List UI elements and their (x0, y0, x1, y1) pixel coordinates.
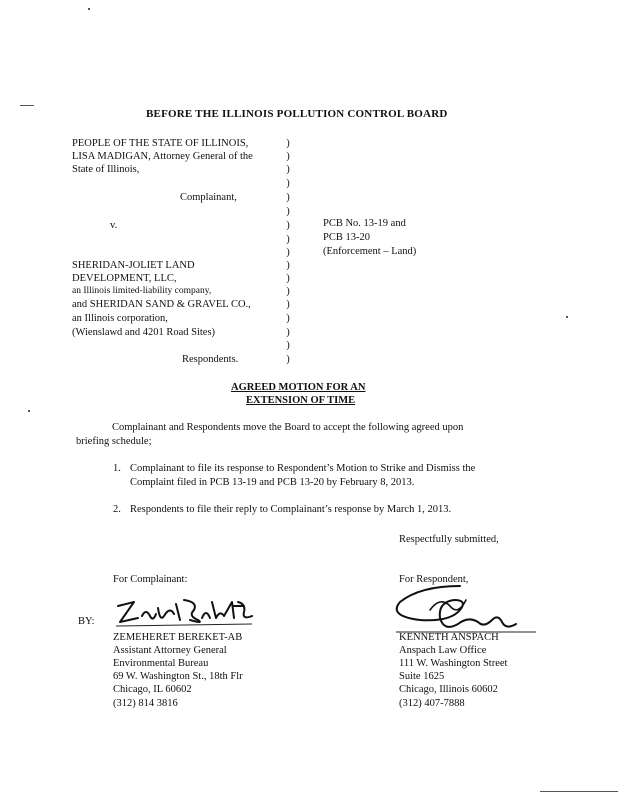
caption-bracket: ) (286, 220, 290, 231)
caption-bracket: ) (286, 247, 290, 258)
board-heading: BEFORE THE ILLINOIS POLLUTION CONTROL BOARD (146, 108, 448, 120)
caption-bracket: ) (286, 260, 290, 271)
complainant-role: Complainant, (180, 192, 237, 203)
caption-bracket: ) (286, 164, 290, 175)
item-text: Complaint filed in PCB 13-19 and PCB 13-20 by February 8, 2013. (130, 477, 415, 488)
caption-bracket: ) (286, 192, 290, 203)
caption-bracket: ) (286, 299, 290, 310)
complainant-signature (112, 596, 262, 630)
item-number: 1. (113, 463, 121, 474)
scan-mark (20, 105, 34, 106)
caption-bracket: ) (286, 151, 290, 162)
respondent-line: and SHERIDAN SAND & GRAVEL CO., (72, 299, 251, 310)
caption-bracket: ) (286, 206, 290, 217)
versus-label: v. (110, 220, 118, 231)
scan-mark (28, 410, 30, 412)
by-label: BY: (78, 616, 95, 627)
respondent-line: an Illinois corporation, (72, 313, 168, 324)
scan-mark (566, 316, 568, 318)
caption-bracket: ) (286, 313, 290, 324)
caption-bracket: ) (286, 138, 290, 149)
signer-bureau: Environmental Bureau (113, 658, 209, 669)
signer-city: Chicago, Illinois 60602 (399, 684, 498, 695)
signer-name: ZEMEHERET BEREKET-AB (113, 632, 243, 643)
intro-text: briefing schedule; (76, 436, 152, 447)
signer-address: 69 W. Washington St., 18th Flr (113, 671, 243, 682)
for-respondent-label: For Respondent, (399, 574, 469, 585)
signer-city: Chicago, IL 60602 (113, 684, 192, 695)
closing-text: Respectfully submitted, (399, 534, 499, 545)
case-number: PCB 13-20 (323, 232, 370, 243)
item-number: 2. (113, 504, 121, 515)
signer-title: Assistant Attorney General (113, 645, 227, 656)
respondent-role: Respondents. (182, 354, 239, 365)
respondent-line: an Illinois limited-liability company, (72, 286, 212, 296)
caption-bracket: ) (286, 178, 290, 189)
caption-bracket: ) (286, 354, 290, 365)
complainant-line: LISA MADIGAN, Attorney General of the (72, 151, 253, 162)
caption-bracket: ) (286, 273, 290, 284)
item-text: Complainant to file its response to Respondent’s Motion to Strike and Dismiss the (130, 463, 476, 474)
caption-bracket: ) (286, 327, 290, 338)
signer-firm: Anspach Law Office (399, 645, 487, 656)
complainant-line: State of Illinois, (72, 164, 140, 175)
signer-address: 111 W. Washington Street (399, 658, 508, 669)
respondent-line: DEVELOPMENT, LLC, (72, 273, 177, 284)
for-complainant-label: For Complainant: (113, 574, 188, 585)
scan-mark (88, 8, 90, 10)
signer-name: KENNETH ANSPACH (399, 632, 499, 643)
caption-bracket: ) (286, 286, 290, 297)
respondent-line: SHERIDAN-JOLIET LAND (72, 260, 195, 271)
signer-phone: (312) 407-7888 (399, 698, 465, 709)
intro-text: Complainant and Respondents move the Board to accept the following agreed upon (112, 422, 464, 433)
signer-suite: Suite 1625 (399, 671, 445, 682)
complainant-line: PEOPLE OF THE STATE OF ILLINOIS, (72, 138, 249, 149)
respondent-line: (Wienslawd and 4201 Road Sites) (72, 327, 216, 338)
case-number: PCB No. 13-19 and (323, 218, 406, 229)
scan-mark (540, 791, 618, 792)
motion-title: EXTENSION OF TIME (246, 395, 356, 406)
respondent-signature (390, 580, 540, 636)
caption-bracket: ) (286, 234, 290, 245)
signer-phone: (312) 814 3816 (113, 698, 178, 709)
motion-title: AGREED MOTION FOR AN (231, 382, 366, 393)
caption-bracket: ) (286, 340, 290, 351)
item-text: Respondents to file their reply to Complainant’s response by March 1, 2013. (130, 504, 452, 515)
case-type: (Enforcement – Land) (323, 246, 417, 257)
